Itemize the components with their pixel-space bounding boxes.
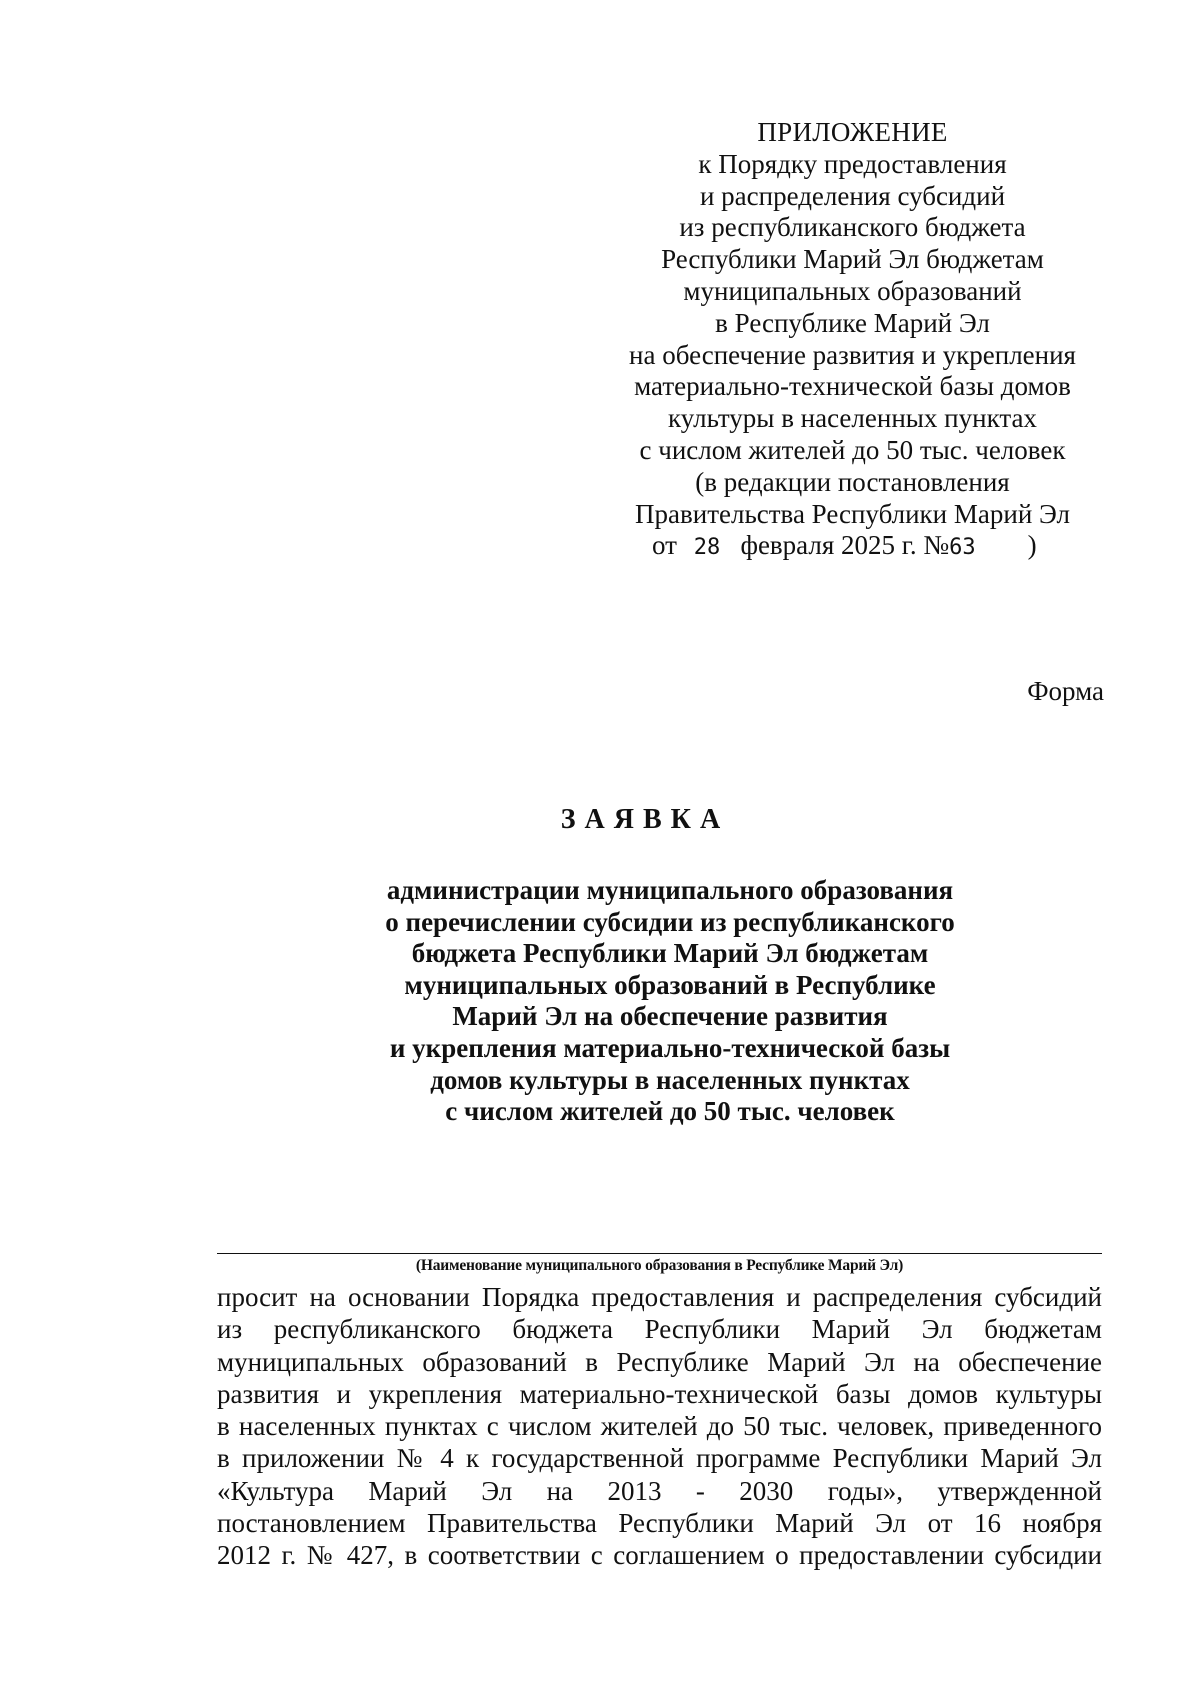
appendix-line: Правительства Республики Марий Эл [635, 498, 1070, 529]
date-day: 28 [693, 535, 721, 561]
appendix-line: культуры в населенных пунктах [668, 403, 1037, 434]
body-line: «Культура Марий Эл на 2013 - 2030 годы», утвержденной [217, 1475, 1102, 1506]
body-line: развития и укрепления материально-технической базы домов культуры [217, 1378, 1102, 1409]
document-title: ЗАЯВКА [560, 804, 730, 835]
appendix-line: из республиканского бюджета [679, 212, 1026, 243]
subject-line: о перечислении субсидии из республиканского [385, 906, 955, 937]
appendix-line: и распределения субсидий [699, 180, 1006, 211]
appendix-title: ПРИЛОЖЕНИЕ [757, 117, 948, 147]
municipality-name-caption: (Наименование муниципального образования в Республике Марий Эл) [415, 1257, 904, 1274]
date-prefix: от [652, 530, 677, 561]
appendix-line: муниципальных образований [683, 275, 1022, 306]
form-label: Форма [1027, 676, 1104, 706]
subject-line: Марий Эл на обеспечение развития [452, 1001, 888, 1032]
subject-line: с числом жителей до 50 тыс. человек [445, 1096, 895, 1127]
appendix-line: материально-технической базы домов [634, 371, 1071, 402]
date-closing: ) [1027, 530, 1037, 561]
appendix-line: с числом жителей до 50 тыс. человек [639, 434, 1066, 465]
municipality-name-field-line [217, 1253, 1102, 1254]
body-line: из республиканского бюджета Республики Марий Эл бюджетам [217, 1314, 1102, 1345]
document-subject [330, 875, 1010, 1128]
subject-line: домов культуры в населенных пунктах [430, 1064, 910, 1095]
body-line: в населенных пунктах с числом жителей до 50 тыс. человек, приведенного [217, 1411, 1102, 1442]
appendix-date-line [590, 530, 1115, 564]
appendix-line: Республики Марий Эл бюджетам [661, 244, 1044, 275]
appendix-line: на обеспечение развития и укрепления [629, 339, 1076, 370]
subject-line: бюджета Республики Марий Эл бюджетам [411, 938, 929, 969]
subject-line: и укрепления материально-технической базы [389, 1032, 951, 1063]
appendix-line: в Республике Марий Эл [715, 307, 990, 338]
body-line: просит на основании Порядка предоставления и распределения субсидий [217, 1282, 1102, 1312]
date-month-year: февраля 2025 г. № [740, 530, 950, 561]
body-line: в приложении № 4 к государственной программе Республики Марий Эл [217, 1443, 1102, 1474]
subject-line: муниципальных образований в Республике [404, 969, 936, 1000]
appendix-header [590, 117, 1115, 564]
appendix-line: (в редакции постановления [695, 466, 1010, 497]
subject-line: администрации муниципального образования [386, 875, 954, 905]
body-line: постановлением Правительства Республики Марий Эл от 16 ноября [217, 1508, 1102, 1539]
appendix-line: к Порядку предоставления [698, 148, 1007, 179]
body-line: муниципальных образований в Республике Марий Эл на обеспечение [217, 1346, 1102, 1377]
body-paragraph [217, 1281, 1102, 1572]
decree-number: 63 [949, 535, 976, 561]
body-line: 2012 г. № 427, в соответствии с соглашением о предоставлении субсидии [217, 1540, 1102, 1571]
